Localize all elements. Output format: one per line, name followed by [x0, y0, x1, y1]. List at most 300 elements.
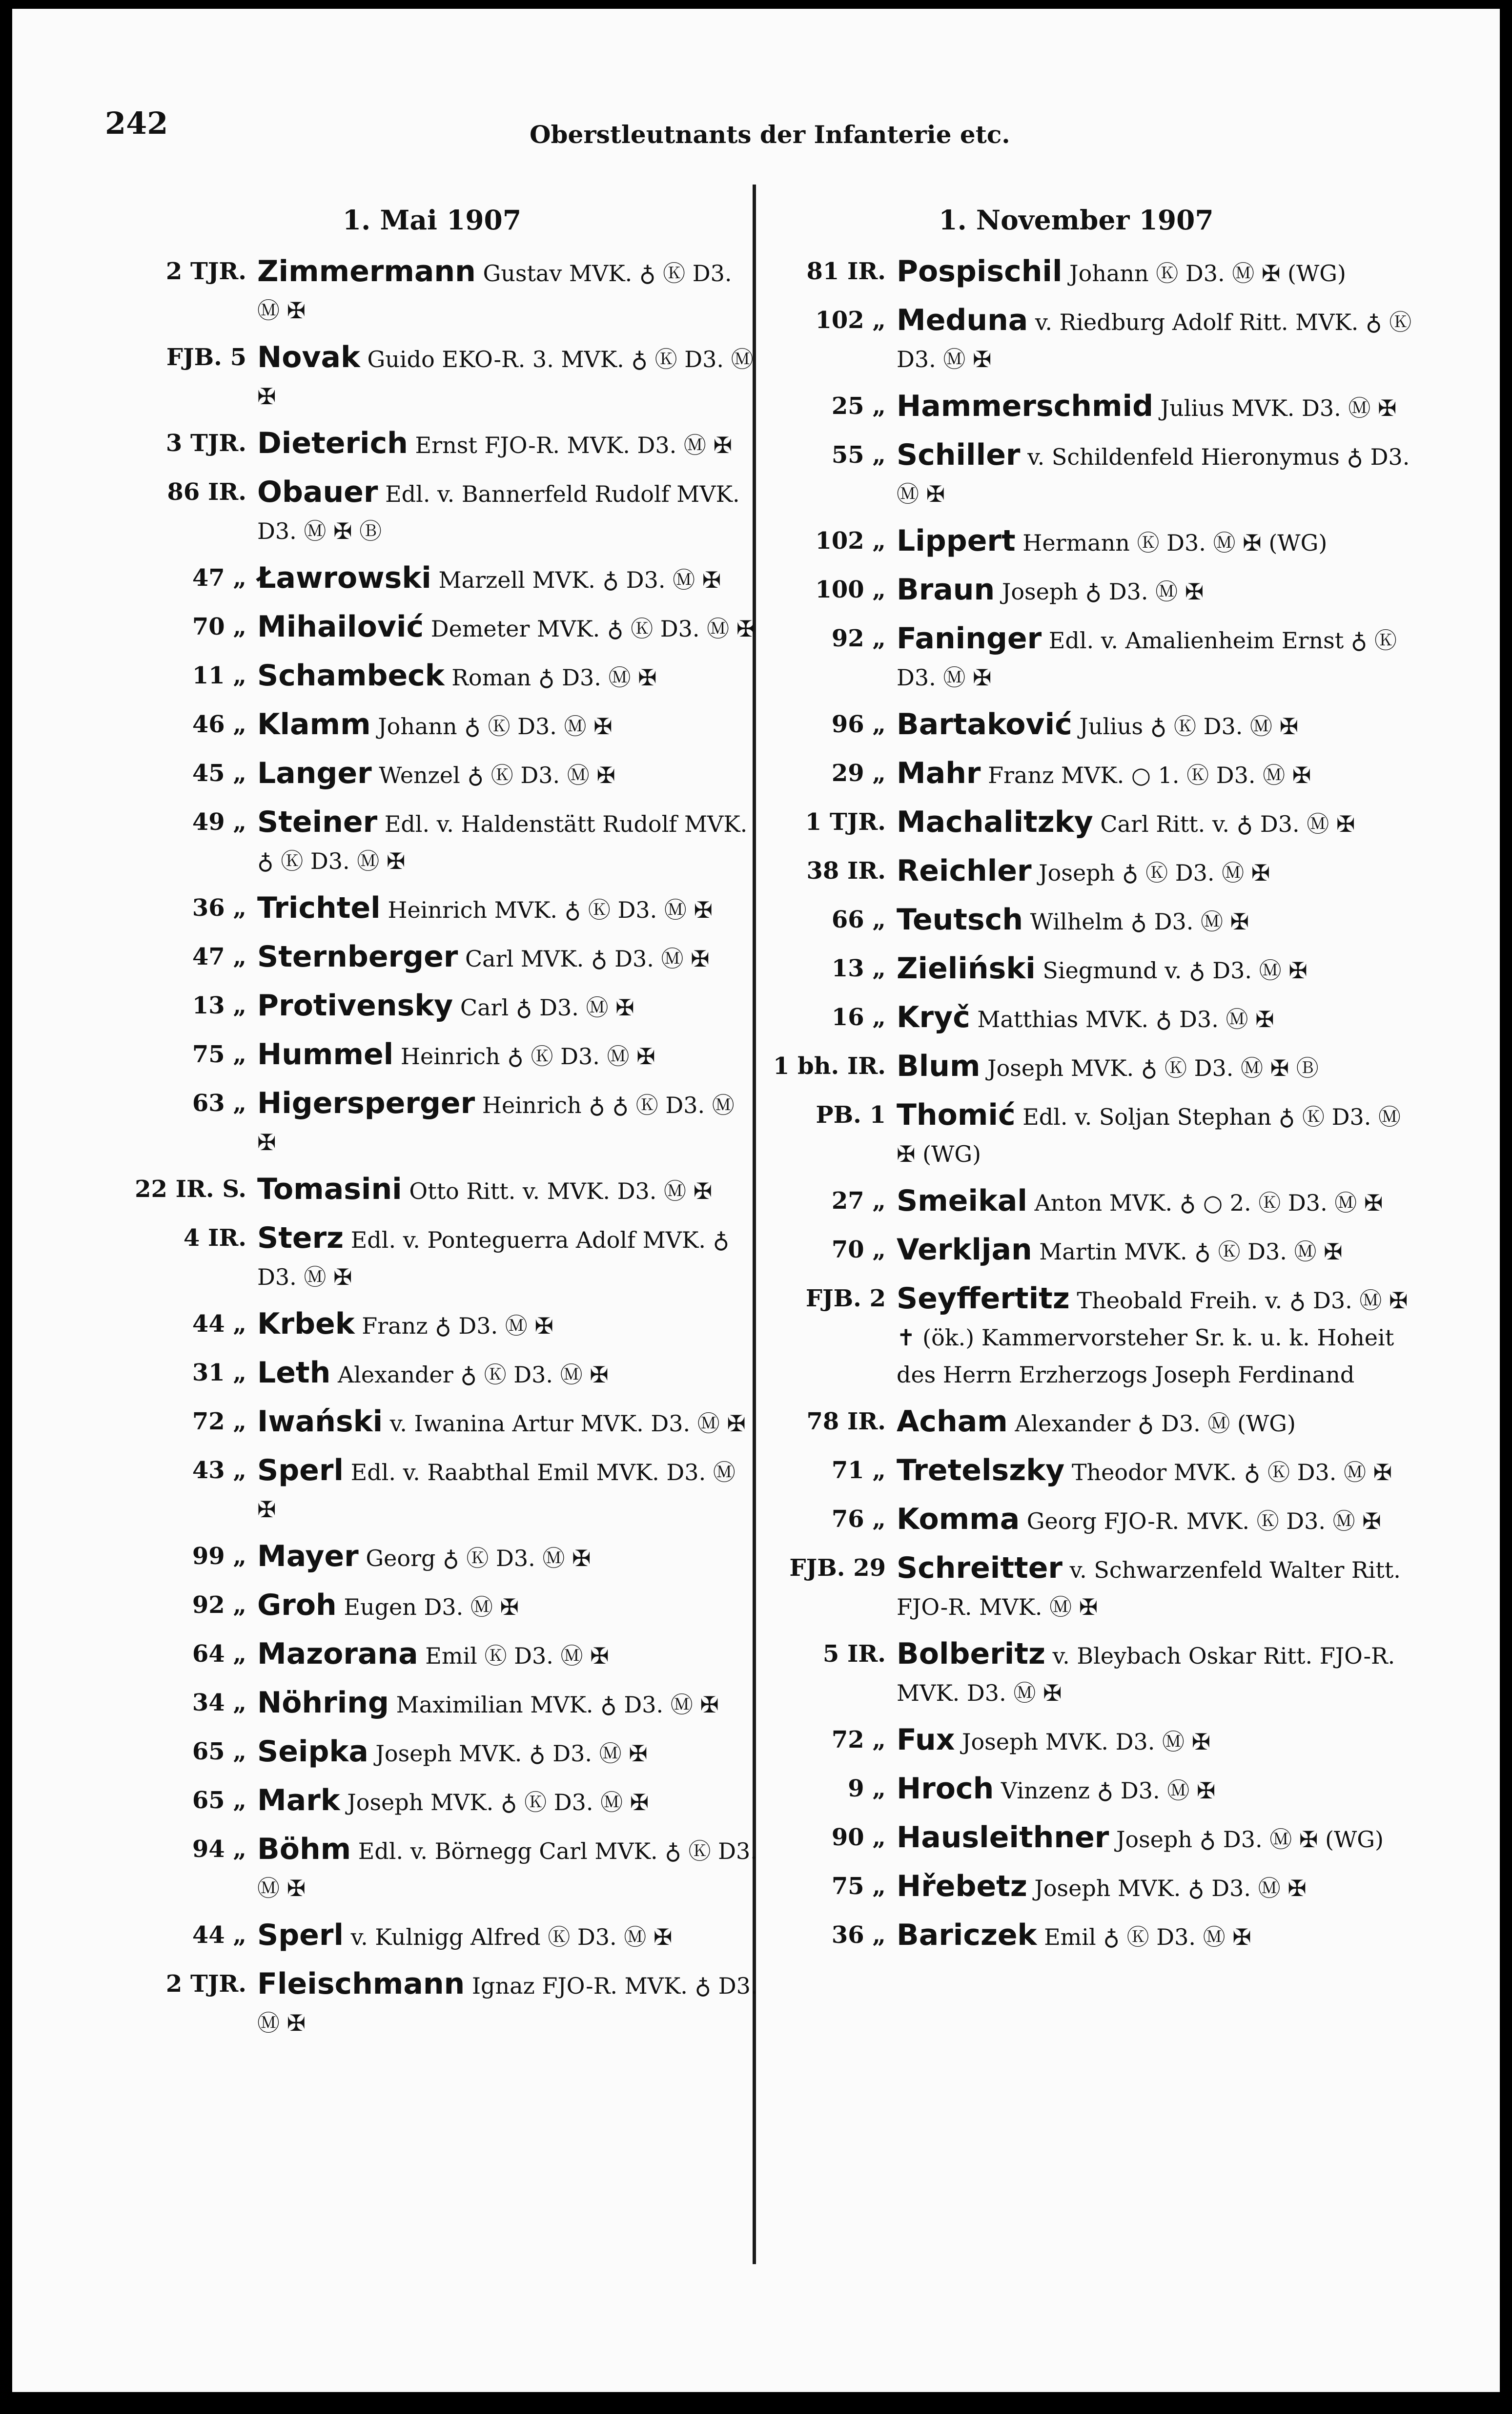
left-entry-list: [124, 253, 759, 2051]
officer-details: Ernst FJO-R. MVK. D3. Ⓜ ✠: [408, 432, 733, 458]
officer-surname: Hummel: [257, 1037, 394, 1072]
officer-details: Alexander ♁ D3. Ⓜ (WG): [1007, 1410, 1296, 1437]
officer-surname: Bariczek: [897, 1918, 1037, 1952]
right-column-heading: 1. November 1907: [939, 204, 1214, 236]
list-item: [124, 1831, 759, 1907]
entry-text: [897, 1721, 1413, 1760]
entry-text: [897, 620, 1413, 696]
regiment-number: 4 IR.: [183, 1224, 246, 1252]
officer-details: Edl. v. Soljan Stephan ♁ Ⓚ D3. Ⓜ ✠ (WG): [897, 1104, 1401, 1167]
entry-text: [257, 657, 759, 696]
list-item: [124, 474, 759, 550]
list-item: [764, 1770, 1413, 1809]
entry-text: [257, 1831, 759, 1907]
entry-text: [897, 388, 1413, 427]
officer-surname: Reichler: [897, 854, 1032, 888]
regiment-number: 76 „: [831, 1506, 886, 1533]
entry-text: [897, 1452, 1413, 1491]
regiment-number: 38 IR.: [806, 857, 886, 885]
regiment-number: 16 „: [831, 1004, 886, 1031]
entry-text: [897, 999, 1413, 1038]
officer-details: Carl ♁ D3. Ⓜ ✠: [453, 994, 634, 1021]
officer-details: v. Iwanina Artur MVK. D3. Ⓜ ✠: [383, 1410, 746, 1437]
officer-details: Franz MVK. ○ 1. Ⓚ D3. Ⓜ ✠: [981, 762, 1311, 788]
officer-surname: Sperl: [257, 1453, 344, 1487]
officer-surname: Schiller: [897, 438, 1021, 472]
officer-surname: Hausleithner: [897, 1820, 1109, 1855]
list-item: [764, 901, 1413, 940]
list-item: [124, 1305, 759, 1344]
officer-details: Georg ♁ Ⓚ D3. Ⓜ ✠: [358, 1545, 591, 1571]
list-item: [124, 938, 759, 977]
officer-surname: Zieliński: [897, 951, 1036, 986]
regiment-number: 47 „: [192, 564, 246, 592]
officer-surname: Sterz: [257, 1221, 344, 1255]
regiment-number: FJB. 2: [805, 1285, 886, 1312]
running-title: Oberstleutnants der Infanterie etc.: [530, 120, 1010, 149]
list-item: [764, 1182, 1413, 1221]
officer-details: Johann Ⓚ D3. Ⓜ ✠ (WG): [1062, 260, 1346, 287]
list-item: [764, 852, 1413, 891]
right-entry-list: [764, 253, 1413, 1965]
regiment-number: 70 „: [831, 1236, 886, 1263]
officer-details: Julius ♁ Ⓚ D3. Ⓜ ✠: [1072, 713, 1299, 740]
officer-surname: Steiner: [257, 805, 378, 839]
regiment-number: 64 „: [192, 1640, 246, 1668]
officer-surname: Protivensky: [257, 989, 453, 1023]
officer-surname: Groh: [257, 1588, 337, 1622]
officer-surname: Teutsch: [897, 903, 1023, 937]
officer-details: Ignaz FJO-R. MVK. ♁ D3. Ⓜ ✠: [257, 1973, 758, 2036]
officer-details: Emil ♁ Ⓚ D3. Ⓜ ✠: [1037, 1924, 1251, 1950]
list-item: [764, 388, 1413, 427]
officer-surname: Schreitter: [897, 1551, 1062, 1585]
officer-details: Edl. v. Ponteguerra Adolf MVK. ♁ D3. Ⓜ ✠: [257, 1227, 730, 1290]
entry-text: [897, 1917, 1413, 1956]
officer-details: Wilhelm ♁ D3. Ⓜ ✠: [1023, 908, 1249, 935]
officer-details: v. Kulnigg Alfred Ⓚ D3. Ⓜ ✠: [344, 1924, 673, 1950]
officer-details: Julius MVK. D3. Ⓜ ✠: [1153, 395, 1397, 421]
list-item: [124, 1684, 759, 1723]
officer-surname: Trichtel: [257, 891, 381, 925]
entry-text: [257, 1452, 759, 1528]
officer-surname: Braun: [897, 573, 995, 607]
officer-surname: Smeikal: [897, 1184, 1027, 1218]
officer-details: Joseph MVK. ♁ Ⓚ D3. Ⓜ ✠ Ⓑ: [980, 1055, 1319, 1081]
regiment-number: 29 „: [831, 760, 886, 787]
entry-text: [257, 1965, 759, 2042]
entry-text: [257, 608, 759, 647]
regiment-number: PB. 1: [816, 1101, 886, 1129]
officer-details: Vinzenz ♁ D3. Ⓜ ✠: [994, 1777, 1216, 1804]
entry-text: [897, 950, 1413, 989]
list-item: [124, 657, 759, 696]
officer-surname: Mark: [257, 1783, 340, 1817]
list-item: [764, 1501, 1413, 1540]
regiment-number: 94 „: [192, 1836, 246, 1863]
regiment-number: 92 „: [831, 625, 886, 652]
list-item: [764, 755, 1413, 794]
entry-text: [897, 1549, 1413, 1626]
entry-text: [257, 253, 759, 329]
entry-text: [897, 755, 1413, 794]
officer-surname: Thomić: [897, 1098, 1016, 1132]
officer-surname: Sternberger: [257, 940, 458, 974]
regiment-number: 22 IR. S.: [135, 1176, 246, 1203]
list-item: [124, 1403, 759, 1442]
officer-details: v. Schildenfeld Hieronymus ♁ D3. Ⓜ ✠: [897, 444, 1410, 507]
entry-text: [257, 1587, 759, 1626]
officer-surname: Hammerschmid: [897, 389, 1154, 423]
list-item: [124, 706, 759, 745]
entry-text: [257, 1538, 759, 1577]
regiment-number: 36 „: [831, 1921, 886, 1949]
list-item: [764, 620, 1413, 696]
officer-surname: Ławrowski: [257, 561, 431, 595]
officer-details: Maximilian MVK. ♁ D3. Ⓜ ✠: [388, 1692, 719, 1718]
officer-surname: Novak: [257, 340, 360, 374]
regiment-number: 102 „: [815, 307, 886, 334]
list-item: [124, 889, 759, 928]
entry-text: [897, 804, 1413, 843]
list-item: [764, 1868, 1413, 1907]
list-item: [764, 1048, 1413, 1087]
officer-details: Theobald Freih. v. ♁ D3. Ⓜ ✠ ✝ (ök.) Kammervorsteher Sr. k. u. k. Hoheit des Herrn Erzherzogs Joseph Ferdinand: [897, 1287, 1408, 1388]
entry-text: [897, 1819, 1413, 1858]
officer-details: Marzell MVK. ♁ D3. Ⓜ ✠: [431, 567, 721, 593]
officer-surname: Komma: [897, 1502, 1020, 1536]
entry-text: [257, 339, 759, 415]
officer-surname: Lippert: [897, 524, 1016, 558]
officer-details: Edl. v. Amalienheim Ernst ♁ Ⓚ D3. Ⓜ ✠: [897, 627, 1397, 691]
officer-details: Carl Ritt. v. ♁ D3. Ⓜ ✠: [1093, 811, 1355, 837]
officer-details: Otto Ritt. v. MVK. D3. Ⓜ ✠: [402, 1178, 713, 1204]
list-item: [764, 1635, 1413, 1712]
officer-details: v. Schwarzenfeld Walter Ritt. FJO-R. MVK. Ⓜ ✠: [897, 1557, 1401, 1620]
officer-details: Hermann Ⓚ D3. Ⓜ ✠ (WG): [1015, 530, 1328, 556]
entry-text: [257, 1733, 759, 1772]
entry-text: [257, 1085, 759, 1161]
officer-details: Wenzel ♁ Ⓚ D3. Ⓜ ✠: [371, 762, 615, 788]
officer-details: Theodor MVK. ♁ Ⓚ D3. Ⓜ ✠: [1064, 1459, 1392, 1486]
entry-text: [897, 253, 1413, 292]
officer-surname: Fleischmann: [257, 1967, 465, 2001]
list-item: [764, 302, 1413, 378]
list-item: [764, 804, 1413, 843]
list-item: [124, 804, 759, 880]
officer-details: v. Riedburg Adolf Ritt. MVK. ♁ Ⓚ D3. Ⓜ ✠: [897, 309, 1412, 372]
officer-surname: Schambeck: [257, 659, 445, 693]
regiment-number: 72 „: [192, 1408, 246, 1435]
regiment-number: 66 „: [831, 906, 886, 933]
list-item: [764, 1280, 1413, 1393]
officer-details: Martin MVK. ♁ Ⓚ D3. Ⓜ ✠: [1032, 1238, 1343, 1265]
entry-text: [897, 1182, 1413, 1221]
entry-text: [897, 1231, 1413, 1270]
entry-text: [897, 302, 1413, 378]
regiment-number: 25 „: [831, 392, 886, 420]
regiment-number: 27 „: [831, 1187, 886, 1215]
regiment-number: 90 „: [831, 1824, 886, 1851]
regiment-number: 36 „: [192, 894, 246, 922]
entry-text: [897, 1048, 1413, 1087]
list-item: [124, 1782, 759, 1821]
regiment-number: 34 „: [192, 1689, 246, 1716]
officer-surname: Mihailović: [257, 610, 424, 644]
officer-surname: Klamm: [257, 707, 371, 742]
officer-surname: Acham: [897, 1404, 1008, 1439]
regiment-number: 102 „: [815, 527, 886, 555]
officer-surname: Böhm: [257, 1832, 351, 1866]
regiment-number: 63 „: [192, 1090, 246, 1117]
officer-details: Edl. v. Börnegg Carl MVK. ♁ Ⓚ D3. Ⓜ ✠: [257, 1838, 757, 1901]
regiment-number: 86 IR.: [167, 478, 246, 506]
list-item: [764, 253, 1413, 292]
regiment-number: 99 „: [192, 1543, 246, 1570]
officer-details: Joseph MVK. ♁ Ⓚ D3. Ⓜ ✠: [340, 1789, 649, 1816]
entry-text: [897, 852, 1413, 891]
list-item: [124, 1538, 759, 1577]
regiment-number: 72 „: [831, 1726, 886, 1754]
officer-surname: Tretelszky: [897, 1453, 1065, 1487]
regiment-number: 47 „: [192, 943, 246, 970]
officer-surname: Nöhring: [257, 1686, 389, 1720]
officer-surname: Dieterich: [257, 426, 408, 460]
left-column-heading: 1. Mai 1907: [342, 204, 522, 236]
regiment-number: 2 TJR.: [165, 1970, 246, 1998]
regiment-number: 13 „: [831, 955, 886, 982]
officer-details: Joseph ♁ Ⓚ D3. Ⓜ ✠: [1031, 860, 1270, 886]
officer-surname: Hřebetz: [897, 1869, 1027, 1903]
entry-text: [897, 1770, 1413, 1809]
officer-surname: Higersperger: [257, 1086, 475, 1120]
list-item: [764, 706, 1413, 745]
officer-details: Joseph ♁ D3. Ⓜ ✠ (WG): [1109, 1826, 1384, 1853]
entry-text: [257, 1219, 759, 1296]
entry-text: [257, 425, 759, 464]
entry-text: [257, 1917, 759, 1956]
entry-text: [257, 1171, 759, 1210]
entry-text: [257, 755, 759, 794]
officer-details: Edl. v. Raabthal Emil MVK. D3. Ⓜ ✠: [257, 1459, 736, 1523]
list-item: [124, 1085, 759, 1161]
regiment-number: FJB. 5: [166, 344, 246, 371]
entry-text: [897, 1501, 1413, 1540]
officer-surname: Machalitzky: [897, 805, 1093, 839]
officer-surname: Kryč: [897, 1000, 970, 1034]
officer-surname: Pospischil: [897, 254, 1062, 289]
regiment-number: 44 „: [192, 1921, 246, 1949]
list-item: [124, 559, 759, 598]
entry-text: [257, 1403, 759, 1442]
officer-details: Heinrich ♁ Ⓚ D3. Ⓜ ✠: [393, 1043, 655, 1070]
officer-surname: Mazorana: [257, 1637, 418, 1671]
regiment-number: 44 „: [192, 1310, 246, 1338]
officer-details: Heinrich ♁ ♁ Ⓚ D3. Ⓜ ✠: [257, 1092, 735, 1155]
officer-details: Joseph MVK. ♁ D3. Ⓜ ✠: [1027, 1875, 1307, 1901]
list-item: [764, 1917, 1413, 1956]
entry-text: [257, 1684, 759, 1723]
regiment-number: 5 IR.: [822, 1640, 886, 1668]
officer-surname: Meduna: [897, 303, 1028, 337]
officer-details: Johann ♁ Ⓚ D3. Ⓜ ✠: [370, 713, 613, 740]
officer-details: Gustav MVK. ♁ Ⓚ D3. Ⓜ ✠: [257, 260, 732, 324]
list-item: [124, 608, 759, 647]
regiment-number: 46 „: [192, 711, 246, 738]
entry-text: [257, 1635, 759, 1674]
regiment-number: 96 „: [831, 711, 886, 738]
officer-details: Emil Ⓚ D3. Ⓜ ✠: [418, 1643, 609, 1669]
list-item: [124, 1917, 759, 1956]
entry-text: [257, 889, 759, 928]
officer-details: Franz ♁ D3. Ⓜ ✠: [354, 1313, 553, 1339]
officer-surname: Obauer: [257, 475, 378, 509]
regiment-number: 81 IR.: [806, 258, 886, 285]
list-item: [764, 1403, 1413, 1442]
regiment-number: 43 „: [192, 1457, 246, 1484]
entry-text: [257, 706, 759, 745]
list-item: [124, 755, 759, 794]
list-item: [124, 1635, 759, 1674]
entry-text: [257, 559, 759, 598]
officer-details: Joseph ♁ D3. Ⓜ ✠: [995, 578, 1204, 605]
list-item: [764, 1231, 1413, 1270]
officer-surname: Sperl: [257, 1918, 344, 1952]
officer-surname: Bolberitz: [897, 1637, 1045, 1671]
entry-text: [257, 804, 759, 880]
regiment-number: 75 „: [192, 1041, 246, 1068]
officer-surname: Blum: [897, 1049, 981, 1083]
officer-details: Edl. v. Bannerfeld Rudolf MVK. D3. Ⓜ ✠ Ⓑ: [257, 481, 740, 544]
regiment-number: 45 „: [192, 760, 246, 787]
list-item: [764, 1096, 1413, 1173]
regiment-number: 1 bh. IR.: [773, 1052, 886, 1080]
officer-surname: Zimmermann: [257, 254, 476, 289]
list-item: [124, 425, 759, 464]
regiment-number: 71 „: [831, 1457, 886, 1484]
officer-surname: Mahr: [897, 756, 981, 790]
list-item: [124, 1733, 759, 1772]
list-item: [124, 253, 759, 329]
officer-surname: Tomasini: [257, 1172, 402, 1206]
officer-details: Guido EKO-R. 3. MVK. ♁ Ⓚ D3. Ⓜ ✠: [257, 346, 754, 410]
entry-text: [257, 987, 759, 1026]
officer-details: Demeter MVK. ♁ Ⓚ D3. Ⓜ ✠: [424, 616, 756, 642]
list-item: [764, 1819, 1413, 1858]
regiment-number: 92 „: [192, 1591, 246, 1619]
officer-details: Heinrich MVK. ♁ Ⓚ D3. Ⓜ ✠: [380, 897, 713, 923]
regiment-number: 11 „: [192, 662, 246, 689]
regiment-number: 70 „: [192, 613, 246, 640]
document-page: [12, 9, 1500, 2405]
page-number: 242: [105, 105, 168, 141]
entry-text: [897, 1403, 1413, 1442]
list-item: [764, 522, 1413, 561]
list-item: [124, 1452, 759, 1528]
list-item: [124, 1965, 759, 2042]
officer-details: Alexander ♁ Ⓚ D3. Ⓜ ✠: [330, 1362, 609, 1388]
officer-surname: Mayer: [257, 1539, 359, 1573]
officer-details: Anton MVK. ♁ ○ 2. Ⓚ D3. Ⓜ ✠: [1027, 1190, 1383, 1216]
officer-details: Joseph MVK. ♁ D3. Ⓜ ✠: [368, 1740, 648, 1767]
officer-details: Joseph MVK. D3. Ⓜ ✠: [955, 1729, 1211, 1755]
regiment-number: 100 „: [815, 576, 886, 603]
entry-text: [897, 436, 1413, 513]
entry-text: [897, 1868, 1413, 1907]
officer-surname: Leth: [257, 1356, 331, 1390]
entry-text: [257, 1782, 759, 1821]
list-item: [124, 987, 759, 1026]
officer-details: Eugen D3. Ⓜ ✠: [336, 1594, 519, 1620]
regiment-number: 3 TJR.: [165, 430, 246, 457]
officer-surname: Seyffertitz: [897, 1281, 1070, 1316]
officer-surname: Faninger: [897, 621, 1042, 656]
list-item: [124, 1171, 759, 1210]
regiment-number: 78 IR.: [806, 1408, 886, 1435]
officer-details: v. Bleybach Oskar Ritt. FJO-R. MVK. D3. Ⓜ ✠: [897, 1643, 1395, 1706]
list-item: [124, 1036, 759, 1075]
regiment-number: FJB. 29: [789, 1554, 886, 1582]
officer-surname: Iwański: [257, 1404, 383, 1439]
entry-text: [897, 522, 1413, 561]
list-item: [124, 1219, 759, 1296]
list-item: [764, 436, 1413, 513]
regiment-number: 13 „: [192, 992, 246, 1019]
entry-text: [257, 474, 759, 550]
officer-details: Georg FJO-R. MVK. Ⓚ D3. Ⓜ ✠: [1020, 1508, 1381, 1534]
entry-text: [897, 1280, 1413, 1393]
officer-details: Siegmund v. ♁ D3. Ⓜ ✠: [1035, 957, 1308, 984]
officer-details: Edl. v. Haldenstätt Rudolf MVK. ♁ Ⓚ D3. Ⓜ ✠: [257, 811, 748, 874]
entry-text: [897, 1635, 1413, 1712]
regiment-number: 65 „: [192, 1787, 246, 1814]
list-item: [764, 1452, 1413, 1491]
scan-border: [12, 2392, 1500, 2405]
list-item: [124, 339, 759, 415]
officer-details: Matthias MVK. ♁ D3. Ⓜ ✠: [970, 1006, 1274, 1032]
list-item: [764, 571, 1413, 610]
regiment-number: 49 „: [192, 808, 246, 836]
officer-details: Carl MVK. ♁ D3. Ⓜ ✠: [458, 946, 710, 972]
officer-surname: Bartaković: [897, 707, 1072, 742]
officer-surname: Fux: [897, 1723, 955, 1757]
entry-text: [897, 706, 1413, 745]
regiment-number: 75 „: [831, 1873, 886, 1900]
list-item: [764, 1549, 1413, 1626]
regiment-number: 1 TJR.: [805, 808, 886, 836]
list-item: [764, 950, 1413, 989]
regiment-number: 55 „: [831, 441, 886, 469]
regiment-number: 2 TJR.: [165, 258, 246, 285]
entry-text: [897, 901, 1413, 940]
entry-text: [257, 1354, 759, 1393]
officer-surname: Hroch: [897, 1772, 994, 1806]
regiment-number: 9 „: [848, 1775, 886, 1802]
entry-text: [897, 1096, 1413, 1173]
regiment-number: 65 „: [192, 1738, 246, 1765]
officer-surname: Seipka: [257, 1734, 368, 1769]
officer-surname: Verkljan: [897, 1233, 1032, 1267]
officer-surname: Krbek: [257, 1307, 355, 1341]
entry-text: [257, 1305, 759, 1344]
list-item: [764, 999, 1413, 1038]
list-item: [124, 1354, 759, 1393]
regiment-number: 31 „: [192, 1359, 246, 1386]
officer-surname: Langer: [257, 756, 372, 790]
list-item: [764, 1721, 1413, 1760]
entry-text: [257, 1036, 759, 1075]
list-item: [124, 1587, 759, 1626]
